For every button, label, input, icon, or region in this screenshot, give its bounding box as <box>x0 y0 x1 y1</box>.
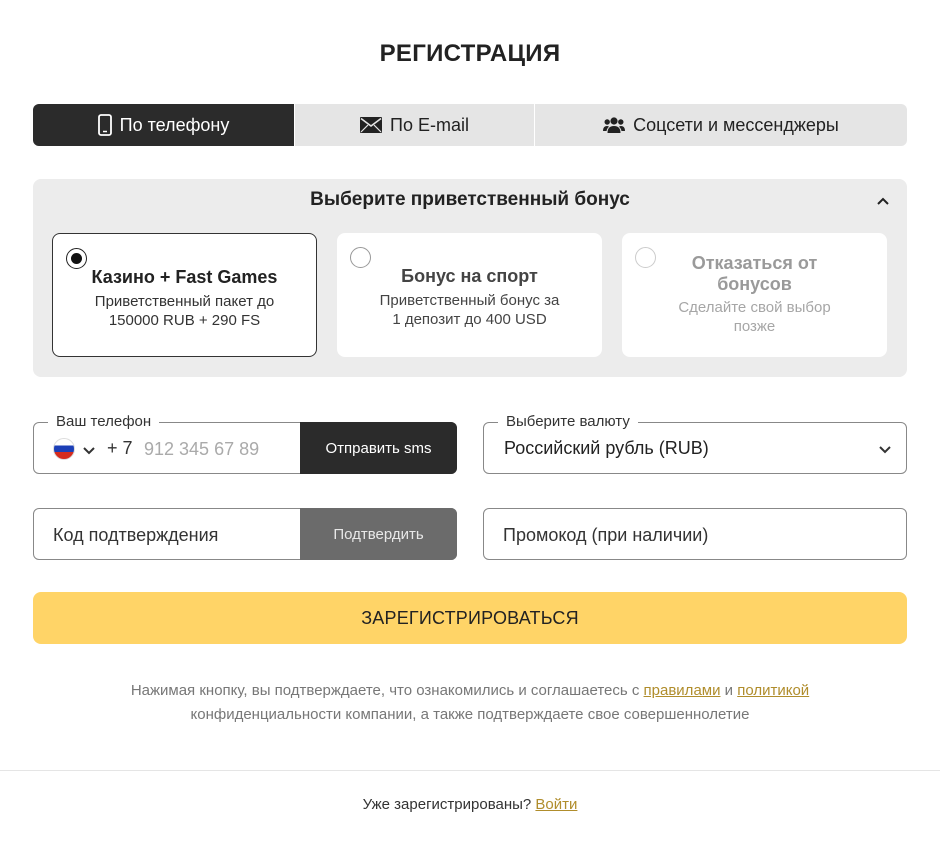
chevron-up-icon[interactable] <box>875 193 891 209</box>
promo-code-field <box>483 508 907 560</box>
bonus-option-desc: Приветственный бонус за <box>379 292 560 309</box>
envelope-icon <box>360 117 382 133</box>
phone-input[interactable] <box>144 436 294 462</box>
dial-code: + 7 <box>107 438 133 458</box>
bonus-casino-radio[interactable] <box>66 248 87 269</box>
bonus-sport-radio[interactable] <box>350 247 371 268</box>
bonus-option-name: Бонус на спорт <box>401 266 538 286</box>
bonus-option-desc: позже <box>733 318 776 335</box>
users-icon <box>603 116 625 134</box>
welcome-bonus-panel <box>33 179 907 377</box>
tab-email[interactable] <box>294 104 534 146</box>
currency-field-label: Выберите валюту <box>498 413 638 431</box>
tab-social-label: Соцсети и мессенджеры <box>633 114 839 135</box>
bonus-option-desc: 150000 RUB + 290 FS <box>108 312 261 329</box>
confirmation-code-field <box>33 508 457 560</box>
bonus-option-desc: Приветственный пакет до <box>94 293 275 310</box>
login-question: Уже зарегистрированы? <box>362 796 532 813</box>
bonus-option-sport[interactable] <box>337 233 602 357</box>
rules-link[interactable]: правилами <box>643 682 721 699</box>
phone-field <box>33 413 457 474</box>
bonus-panel-title: Выберите приветственный бонус <box>310 189 630 210</box>
phone-icon <box>98 114 112 136</box>
chevron-down-icon[interactable] <box>82 443 96 461</box>
login-link[interactable]: Войти <box>535 796 578 813</box>
chevron-down-icon <box>878 442 892 460</box>
footer-divider <box>0 770 940 771</box>
register-button[interactable]: ЗАРЕГИСТРИРОВАТЬСЯ <box>33 592 907 644</box>
terms-text: конфиденциальности компании, а также подтверждаете свое совершеннолетие <box>190 706 750 723</box>
registration-method-tabs <box>33 104 907 146</box>
bonus-option-desc: Сделайте свой выбор <box>678 299 831 316</box>
bonus-option-casino[interactable] <box>52 233 317 357</box>
confirm-code-button[interactable]: Подтвердить <box>300 508 457 560</box>
tab-social[interactable] <box>534 104 907 146</box>
currency-select[interactable] <box>483 413 907 474</box>
send-sms-button[interactable]: Отправить sms <box>300 422 457 474</box>
tab-phone-label: По телефону <box>119 114 230 135</box>
bonus-option-name: Отказаться от <box>691 253 818 273</box>
bonus-option-name: Казино + Fast Games <box>91 267 278 287</box>
tab-email-label: По E-mail <box>390 114 469 135</box>
promo-code-input[interactable] <box>503 522 883 548</box>
bonus-option-desc: 1 депозит до 400 USD <box>392 311 547 328</box>
terms-text: и <box>724 682 734 699</box>
bonus-option-name: бонусов <box>717 274 792 294</box>
policy-link[interactable]: политикой <box>737 682 810 699</box>
russia-flag-icon[interactable] <box>53 438 75 460</box>
confirmation-code-input[interactable] <box>53 522 293 548</box>
page-title: РЕГИСТРАЦИЯ <box>379 40 561 67</box>
currency-value: Российский рубль (RUB) <box>504 438 709 458</box>
phone-field-label: Ваш телефон <box>48 413 159 431</box>
login-prompt <box>0 796 940 813</box>
terms-notice <box>60 679 880 727</box>
tab-phone[interactable] <box>33 104 294 146</box>
terms-text: Нажимая кнопку, вы подтверждаете, что ознакомились и соглашаетесь с <box>130 682 640 699</box>
bonus-option-refuse[interactable] <box>622 233 887 357</box>
